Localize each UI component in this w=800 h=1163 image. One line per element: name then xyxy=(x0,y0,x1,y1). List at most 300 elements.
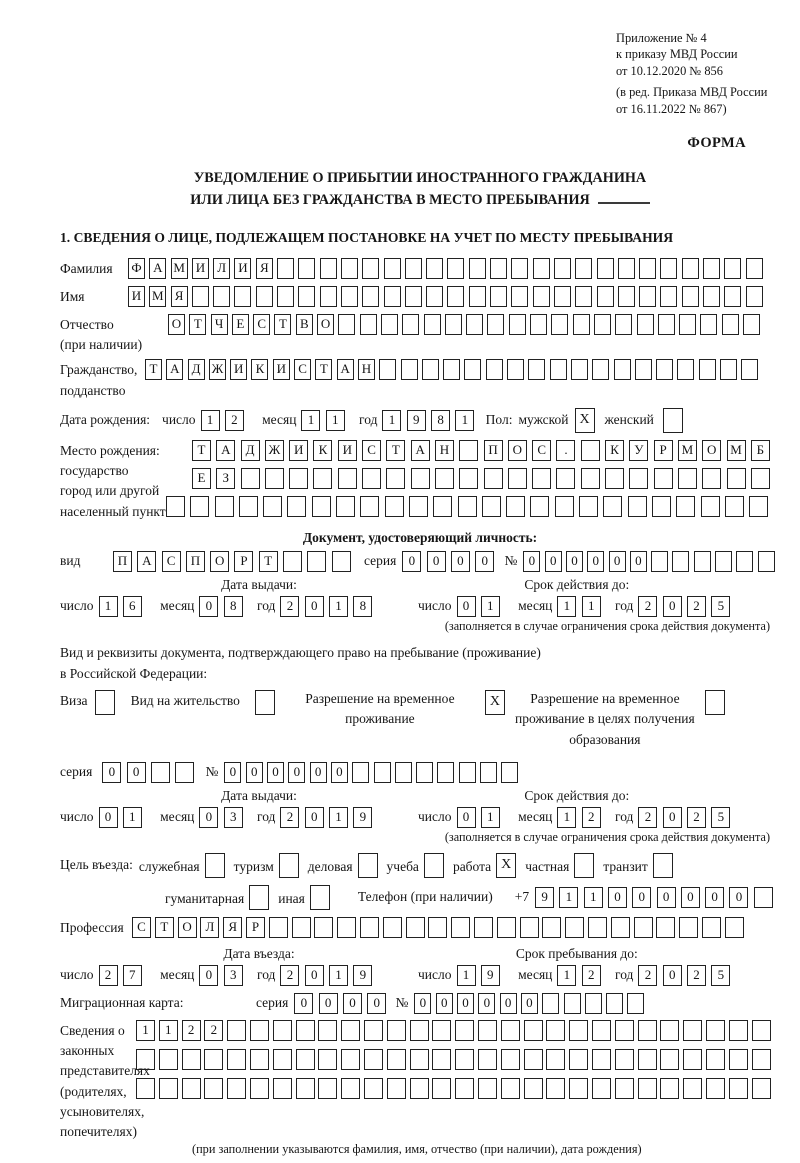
char-cell[interactable] xyxy=(618,258,635,279)
char-cell[interactable]: 2 xyxy=(225,410,244,431)
char-cell[interactable] xyxy=(615,1078,634,1099)
char-cell[interactable]: 1 xyxy=(481,807,500,828)
char-cell[interactable]: С xyxy=(253,314,270,335)
char-cell[interactable] xyxy=(752,1049,771,1070)
char-cell[interactable]: А xyxy=(166,359,183,380)
char-cell[interactable] xyxy=(575,286,592,307)
char-cell[interactable] xyxy=(426,286,443,307)
char-cell[interactable] xyxy=(501,1078,520,1099)
char-cell[interactable] xyxy=(379,359,396,380)
char-cell[interactable]: 9 xyxy=(353,965,372,986)
char-cell[interactable]: 1 xyxy=(582,596,601,617)
char-cell[interactable] xyxy=(385,496,404,517)
char-cell[interactable] xyxy=(469,286,486,307)
char-cell[interactable]: 0 xyxy=(663,596,682,617)
char-cell[interactable] xyxy=(592,1020,611,1041)
char-cell[interactable] xyxy=(501,762,518,783)
char-cell[interactable] xyxy=(384,258,401,279)
char-cell[interactable]: Т xyxy=(386,440,405,461)
char-cell[interactable]: 2 xyxy=(280,596,299,617)
char-cell[interactable] xyxy=(627,993,644,1014)
char-cell[interactable]: Я xyxy=(223,917,242,938)
char-cell[interactable] xyxy=(660,1049,679,1070)
char-cell[interactable]: 0 xyxy=(523,551,540,572)
char-cell[interactable] xyxy=(592,359,609,380)
char-cell[interactable]: Д xyxy=(241,440,260,461)
char-cell[interactable] xyxy=(639,286,656,307)
char-cell[interactable] xyxy=(455,1020,474,1041)
char-cell[interactable]: 0 xyxy=(630,551,647,572)
char-cell[interactable] xyxy=(360,314,377,335)
char-cell[interactable] xyxy=(341,1049,360,1070)
char-cell[interactable] xyxy=(618,286,635,307)
char-cell[interactable] xyxy=(190,496,209,517)
char-cell[interactable] xyxy=(569,1078,588,1099)
char-cell[interactable] xyxy=(296,1020,315,1041)
char-cell[interactable]: Т xyxy=(189,314,206,335)
char-cell[interactable] xyxy=(428,917,447,938)
char-cell[interactable] xyxy=(573,314,590,335)
char-cell[interactable] xyxy=(628,496,647,517)
char-cell[interactable]: 0 xyxy=(331,762,348,783)
char-cell[interactable]: Я xyxy=(256,258,273,279)
char-cell[interactable] xyxy=(263,496,282,517)
char-cell[interactable] xyxy=(384,286,401,307)
char-cell[interactable]: О xyxy=(317,314,334,335)
char-cell[interactable] xyxy=(451,917,470,938)
char-cell[interactable] xyxy=(594,314,611,335)
char-cell[interactable] xyxy=(554,286,571,307)
char-cell[interactable] xyxy=(455,1049,474,1070)
char-cell[interactable]: 9 xyxy=(353,807,372,828)
char-cell[interactable]: 1 xyxy=(136,1020,155,1041)
char-cell[interactable] xyxy=(606,993,623,1014)
char-cell[interactable] xyxy=(729,1020,748,1041)
char-cell[interactable] xyxy=(614,359,631,380)
char-cell[interactable] xyxy=(741,359,758,380)
char-cell[interactable]: Д xyxy=(188,359,205,380)
char-cell[interactable]: И xyxy=(338,440,357,461)
char-cell[interactable] xyxy=(501,1049,520,1070)
char-cell[interactable] xyxy=(701,496,720,517)
char-cell[interactable]: Т xyxy=(274,314,291,335)
char-cell[interactable]: 5 xyxy=(711,807,730,828)
char-cell[interactable]: 0 xyxy=(305,807,324,828)
char-cell[interactable] xyxy=(386,468,405,489)
char-cell[interactable]: 0 xyxy=(729,887,748,908)
char-cell[interactable] xyxy=(459,762,476,783)
char-cell[interactable] xyxy=(758,551,775,572)
char-cell[interactable] xyxy=(554,258,571,279)
char-cell[interactable] xyxy=(743,314,760,335)
char-cell[interactable]: О xyxy=(178,917,197,938)
char-cell[interactable] xyxy=(341,1078,360,1099)
char-cell[interactable] xyxy=(729,1078,748,1099)
char-cell[interactable] xyxy=(364,1078,383,1099)
char-cell[interactable]: 0 xyxy=(414,993,431,1014)
char-cell[interactable]: А xyxy=(137,551,156,572)
char-cell[interactable] xyxy=(265,468,284,489)
char-cell[interactable] xyxy=(637,314,654,335)
char-cell[interactable] xyxy=(542,993,559,1014)
char-cell[interactable] xyxy=(520,917,539,938)
char-cell[interactable] xyxy=(341,286,358,307)
char-cell[interactable]: 9 xyxy=(481,965,500,986)
visa-checkbox[interactable] xyxy=(95,690,115,715)
char-cell[interactable] xyxy=(273,1049,292,1070)
char-cell[interactable] xyxy=(405,258,422,279)
char-cell[interactable] xyxy=(551,314,568,335)
char-cell[interactable] xyxy=(660,258,677,279)
char-cell[interactable] xyxy=(362,286,379,307)
char-cell[interactable]: Л xyxy=(200,917,219,938)
char-cell[interactable]: К xyxy=(251,359,268,380)
char-cell[interactable]: 1 xyxy=(559,887,578,908)
char-cell[interactable] xyxy=(406,917,425,938)
char-cell[interactable] xyxy=(660,1078,679,1099)
char-cell[interactable] xyxy=(603,496,622,517)
char-cell[interactable] xyxy=(699,359,716,380)
char-cell[interactable] xyxy=(683,1020,702,1041)
char-cell[interactable]: П xyxy=(484,440,503,461)
char-cell[interactable]: 0 xyxy=(305,965,324,986)
char-cell[interactable] xyxy=(546,1078,565,1099)
char-cell[interactable] xyxy=(700,314,717,335)
char-cell[interactable] xyxy=(656,917,675,938)
char-cell[interactable] xyxy=(283,551,302,572)
char-cell[interactable] xyxy=(182,1078,201,1099)
char-cell[interactable] xyxy=(159,1078,178,1099)
char-cell[interactable]: 0 xyxy=(451,551,470,572)
char-cell[interactable] xyxy=(508,468,527,489)
char-cell[interactable] xyxy=(250,1078,269,1099)
char-cell[interactable] xyxy=(511,258,528,279)
char-cell[interactable]: 0 xyxy=(609,551,626,572)
char-cell[interactable]: 2 xyxy=(638,596,657,617)
char-cell[interactable]: 0 xyxy=(521,993,538,1014)
char-cell[interactable] xyxy=(341,1020,360,1041)
char-cell[interactable] xyxy=(724,286,741,307)
char-cell[interactable]: 0 xyxy=(99,807,118,828)
char-cell[interactable] xyxy=(638,1049,657,1070)
char-cell[interactable] xyxy=(749,496,768,517)
char-cell[interactable] xyxy=(459,468,478,489)
char-cell[interactable]: Ж xyxy=(265,440,284,461)
char-cell[interactable] xyxy=(555,496,574,517)
char-cell[interactable] xyxy=(509,314,526,335)
char-cell[interactable]: Я xyxy=(171,286,188,307)
char-cell[interactable]: 1 xyxy=(457,965,476,986)
char-cell[interactable] xyxy=(166,496,185,517)
char-cell[interactable]: Ч xyxy=(211,314,228,335)
char-cell[interactable]: 1 xyxy=(326,410,345,431)
private-checkbox[interactable] xyxy=(574,853,594,878)
char-cell[interactable]: 1 xyxy=(329,807,348,828)
char-cell[interactable]: С xyxy=(132,917,151,938)
char-cell[interactable]: Б xyxy=(751,440,770,461)
char-cell[interactable]: 1 xyxy=(382,410,401,431)
char-cell[interactable] xyxy=(490,258,507,279)
char-cell[interactable]: 0 xyxy=(367,993,386,1014)
char-cell[interactable] xyxy=(724,258,741,279)
char-cell[interactable]: 0 xyxy=(319,993,338,1014)
char-cell[interactable] xyxy=(458,496,477,517)
char-cell[interactable] xyxy=(410,1049,429,1070)
char-cell[interactable]: 2 xyxy=(582,965,601,986)
char-cell[interactable]: 9 xyxy=(407,410,426,431)
char-cell[interactable] xyxy=(660,286,677,307)
char-cell[interactable] xyxy=(511,286,528,307)
char-cell[interactable]: М xyxy=(171,258,188,279)
char-cell[interactable] xyxy=(490,286,507,307)
business-checkbox[interactable] xyxy=(205,853,225,878)
char-cell[interactable] xyxy=(289,468,308,489)
char-cell[interactable]: 0 xyxy=(436,993,453,1014)
char-cell[interactable] xyxy=(605,468,624,489)
char-cell[interactable] xyxy=(702,917,721,938)
char-cell[interactable] xyxy=(437,762,454,783)
char-cell[interactable]: 0 xyxy=(127,762,146,783)
char-cell[interactable] xyxy=(754,887,773,908)
tourism-checkbox[interactable] xyxy=(279,853,299,878)
char-cell[interactable] xyxy=(694,551,711,572)
char-cell[interactable]: 0 xyxy=(310,762,327,783)
char-cell[interactable] xyxy=(729,1049,748,1070)
char-cell[interactable]: 0 xyxy=(632,887,651,908)
char-cell[interactable] xyxy=(727,468,746,489)
char-cell[interactable]: 0 xyxy=(475,551,494,572)
char-cell[interactable] xyxy=(320,286,337,307)
char-cell[interactable] xyxy=(459,440,478,461)
char-cell[interactable] xyxy=(298,258,315,279)
char-cell[interactable]: 1 xyxy=(123,807,142,828)
char-cell[interactable] xyxy=(546,1020,565,1041)
char-cell[interactable] xyxy=(478,1078,497,1099)
char-cell[interactable] xyxy=(424,314,441,335)
char-cell[interactable] xyxy=(409,496,428,517)
char-cell[interactable]: 0 xyxy=(587,551,604,572)
char-cell[interactable] xyxy=(298,286,315,307)
char-cell[interactable]: 2 xyxy=(280,965,299,986)
char-cell[interactable] xyxy=(592,1078,611,1099)
char-cell[interactable] xyxy=(571,359,588,380)
char-cell[interactable] xyxy=(474,917,493,938)
char-cell[interactable] xyxy=(250,1020,269,1041)
char-cell[interactable]: 0 xyxy=(427,551,446,572)
char-cell[interactable] xyxy=(435,468,454,489)
char-cell[interactable]: 1 xyxy=(481,596,500,617)
char-cell[interactable] xyxy=(635,359,652,380)
char-cell[interactable] xyxy=(277,258,294,279)
char-cell[interactable] xyxy=(746,258,763,279)
char-cell[interactable]: 0 xyxy=(657,887,676,908)
char-cell[interactable] xyxy=(426,258,443,279)
char-cell[interactable]: М xyxy=(149,286,166,307)
char-cell[interactable] xyxy=(341,258,358,279)
char-cell[interactable] xyxy=(683,1078,702,1099)
char-cell[interactable] xyxy=(678,468,697,489)
char-cell[interactable] xyxy=(204,1049,223,1070)
char-cell[interactable] xyxy=(658,314,675,335)
char-cell[interactable] xyxy=(336,496,355,517)
char-cell[interactable]: 0 xyxy=(267,762,284,783)
char-cell[interactable] xyxy=(579,496,598,517)
char-cell[interactable]: И xyxy=(230,359,247,380)
char-cell[interactable]: 0 xyxy=(305,596,324,617)
transit-checkbox[interactable] xyxy=(653,853,673,878)
char-cell[interactable] xyxy=(581,468,600,489)
char-cell[interactable] xyxy=(410,1078,429,1099)
char-cell[interactable] xyxy=(318,1049,337,1070)
char-cell[interactable] xyxy=(703,258,720,279)
char-cell[interactable]: 2 xyxy=(638,807,657,828)
residence-permit-checkbox[interactable] xyxy=(255,690,275,715)
char-cell[interactable]: К xyxy=(605,440,624,461)
char-cell[interactable]: О xyxy=(210,551,229,572)
char-cell[interactable] xyxy=(320,258,337,279)
char-cell[interactable]: 5 xyxy=(711,596,730,617)
char-cell[interactable]: Р xyxy=(654,440,673,461)
char-cell[interactable] xyxy=(416,762,433,783)
char-cell[interactable]: О xyxy=(702,440,721,461)
char-cell[interactable] xyxy=(597,286,614,307)
char-cell[interactable]: 2 xyxy=(99,965,118,986)
char-cell[interactable] xyxy=(486,359,503,380)
char-cell[interactable] xyxy=(318,1020,337,1041)
char-cell[interactable] xyxy=(752,1020,771,1041)
char-cell[interactable]: С xyxy=(294,359,311,380)
char-cell[interactable]: 6 xyxy=(123,596,142,617)
char-cell[interactable] xyxy=(362,468,381,489)
char-cell[interactable]: 3 xyxy=(224,807,243,828)
char-cell[interactable] xyxy=(530,496,549,517)
char-cell[interactable] xyxy=(269,917,288,938)
char-cell[interactable] xyxy=(703,286,720,307)
char-cell[interactable]: 1 xyxy=(557,965,576,986)
char-cell[interactable] xyxy=(746,286,763,307)
char-cell[interactable]: 0 xyxy=(663,807,682,828)
char-cell[interactable] xyxy=(422,359,439,380)
char-cell[interactable] xyxy=(364,1049,383,1070)
char-cell[interactable] xyxy=(337,917,356,938)
char-cell[interactable] xyxy=(542,917,561,938)
char-cell[interactable] xyxy=(725,496,744,517)
char-cell[interactable] xyxy=(597,258,614,279)
char-cell[interactable] xyxy=(638,1078,657,1099)
char-cell[interactable]: 0 xyxy=(294,993,313,1014)
char-cell[interactable]: Р xyxy=(246,917,265,938)
char-cell[interactable] xyxy=(136,1049,155,1070)
char-cell[interactable] xyxy=(556,468,575,489)
char-cell[interactable]: Т xyxy=(155,917,174,938)
char-cell[interactable] xyxy=(752,1078,771,1099)
char-cell[interactable] xyxy=(524,1049,543,1070)
char-cell[interactable]: 0 xyxy=(457,807,476,828)
char-cell[interactable] xyxy=(313,468,332,489)
char-cell[interactable]: Ф xyxy=(128,258,145,279)
char-cell[interactable] xyxy=(683,1049,702,1070)
char-cell[interactable] xyxy=(592,1049,611,1070)
char-cell[interactable]: 8 xyxy=(224,596,243,617)
char-cell[interactable] xyxy=(706,1078,725,1099)
commercial-checkbox[interactable] xyxy=(358,853,378,878)
char-cell[interactable] xyxy=(332,551,351,572)
char-cell[interactable]: 7 xyxy=(123,965,142,986)
char-cell[interactable]: 0 xyxy=(288,762,305,783)
char-cell[interactable]: Р xyxy=(234,551,253,572)
char-cell[interactable] xyxy=(273,1078,292,1099)
char-cell[interactable]: А xyxy=(337,359,354,380)
char-cell[interactable] xyxy=(676,496,695,517)
char-cell[interactable] xyxy=(533,286,550,307)
char-cell[interactable]: 0 xyxy=(608,887,627,908)
char-cell[interactable] xyxy=(706,1020,725,1041)
char-cell[interactable] xyxy=(497,917,516,938)
char-cell[interactable]: 0 xyxy=(545,551,562,572)
char-cell[interactable] xyxy=(677,359,694,380)
char-cell[interactable] xyxy=(615,1020,634,1041)
char-cell[interactable] xyxy=(565,917,584,938)
char-cell[interactable]: 8 xyxy=(431,410,450,431)
char-cell[interactable] xyxy=(432,1078,451,1099)
char-cell[interactable] xyxy=(455,1078,474,1099)
char-cell[interactable] xyxy=(722,314,739,335)
char-cell[interactable]: Е xyxy=(192,468,211,489)
char-cell[interactable] xyxy=(651,551,668,572)
work-checkbox[interactable]: X xyxy=(496,853,516,878)
char-cell[interactable] xyxy=(447,258,464,279)
char-cell[interactable] xyxy=(234,286,251,307)
char-cell[interactable]: 0 xyxy=(566,551,583,572)
male-checkbox[interactable]: X xyxy=(575,408,595,433)
char-cell[interactable]: В xyxy=(296,314,313,335)
char-cell[interactable]: 1 xyxy=(301,410,320,431)
char-cell[interactable]: К xyxy=(313,440,332,461)
char-cell[interactable]: 2 xyxy=(687,807,706,828)
char-cell[interactable] xyxy=(383,917,402,938)
char-cell[interactable]: 0 xyxy=(478,993,495,1014)
char-cell[interactable]: И xyxy=(128,286,145,307)
char-cell[interactable] xyxy=(381,314,398,335)
char-cell[interactable] xyxy=(360,496,379,517)
char-cell[interactable] xyxy=(736,551,753,572)
char-cell[interactable] xyxy=(720,359,737,380)
char-cell[interactable]: 2 xyxy=(280,807,299,828)
char-cell[interactable]: О xyxy=(168,314,185,335)
char-cell[interactable]: 0 xyxy=(457,596,476,617)
char-cell[interactable] xyxy=(273,1020,292,1041)
char-cell[interactable] xyxy=(387,1020,406,1041)
char-cell[interactable]: 2 xyxy=(687,965,706,986)
char-cell[interactable] xyxy=(182,1049,201,1070)
char-cell[interactable]: П xyxy=(186,551,205,572)
char-cell[interactable]: 1 xyxy=(455,410,474,431)
char-cell[interactable] xyxy=(432,1020,451,1041)
char-cell[interactable] xyxy=(585,993,602,1014)
char-cell[interactable] xyxy=(411,468,430,489)
char-cell[interactable] xyxy=(227,1049,246,1070)
char-cell[interactable]: Н xyxy=(358,359,375,380)
char-cell[interactable]: С xyxy=(162,551,181,572)
char-cell[interactable]: М xyxy=(727,440,746,461)
char-cell[interactable]: 0 xyxy=(705,887,724,908)
char-cell[interactable] xyxy=(447,286,464,307)
char-cell[interactable] xyxy=(654,468,673,489)
char-cell[interactable]: 0 xyxy=(102,762,121,783)
char-cell[interactable]: 1 xyxy=(557,596,576,617)
char-cell[interactable] xyxy=(569,1049,588,1070)
char-cell[interactable] xyxy=(487,314,504,335)
